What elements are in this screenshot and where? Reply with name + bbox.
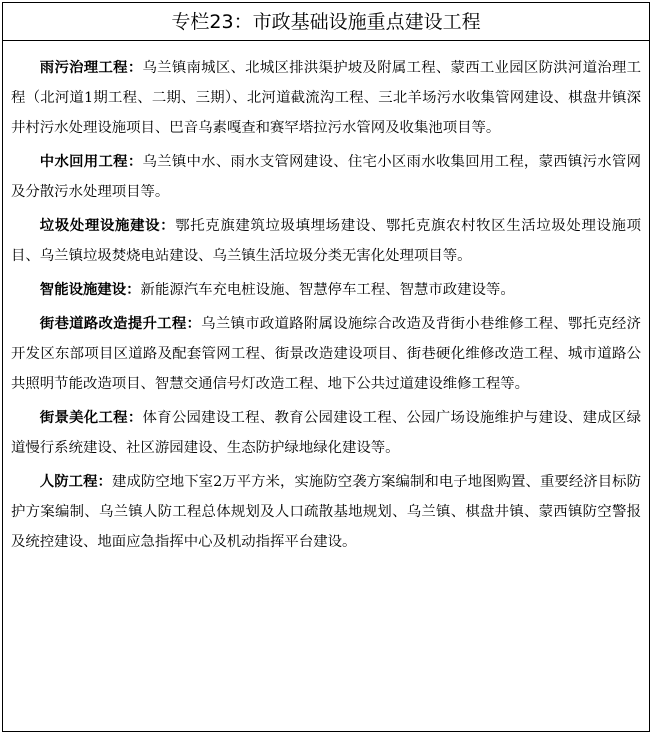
section-label: 中水回用工程： bbox=[39, 153, 143, 170]
section-reclaimed-water bbox=[11, 147, 641, 207]
section-garbage-facilities bbox=[11, 211, 641, 271]
section-text: 新能源汽车充电桩设施、智慧停车工程、智慧市政建设等。 bbox=[140, 282, 515, 298]
section-smart-facilities bbox=[11, 275, 641, 305]
section-label: 街景美化工程： bbox=[39, 409, 143, 426]
section-text: 乌兰镇南城区、北城区排洪渠护坡及附属工程、蒙西工业园区防洪河道治理工程（北河道1期工程、二期、三期）、北河道截流沟工程、三北羊场污水收集管网建设、棋盘井镇深井村污水处理设施项目、巴音乌素嘎查和赛罕塔拉污水管网及收集池项目等。 bbox=[11, 60, 641, 136]
section-label: 垃圾处理设施建设： bbox=[39, 217, 176, 234]
section-street-roads bbox=[11, 309, 641, 399]
box-body bbox=[3, 41, 649, 557]
section-rain-sewage bbox=[11, 53, 641, 143]
section-label: 雨污治理工程： bbox=[39, 59, 143, 76]
section-text: 建成防空地下室2万平方米，实施防空袭方案编制和电子地图购置、重要经济目标防护方案编制、乌兰镇人防工程总体规划及人口疏散基地规划、乌兰镇、棋盘井镇、蒙西镇防空警报及统控建设、地面应急指挥中心及机动指挥平台建设。 bbox=[11, 474, 641, 550]
section-label: 街巷道路改造提升工程： bbox=[39, 315, 202, 332]
section-streetscape bbox=[11, 403, 641, 463]
section-text: 乌兰镇中水、雨水支管网建设、住宅小区雨水收集回用工程，蒙西镇污水管网及分散污水处理项目等。 bbox=[11, 154, 641, 200]
section-text: 鄂托克旗建筑垃圾填埋场建设、鄂托克旗农村牧区生活垃圾处理设施项目、乌兰镇垃圾焚烧电站建设、乌兰镇生活垃圾分类无害化处理项目等。 bbox=[11, 218, 641, 264]
box-title: 专栏23：市政基础设施重点建设工程 bbox=[3, 3, 649, 41]
section-label: 智能设施建设： bbox=[39, 281, 141, 298]
section-text: 乌兰镇市政道路附属设施综合改造及背街小巷维修工程、鄂托克经济开发区东部项目区道路及配套管网工程、街景改造建设项目、街巷硬化维修改造工程、城市道路公共照明节能改造项目、智慧交通信号灯改造工程、地下公共过道建设维修工程等。 bbox=[11, 316, 641, 392]
project-box bbox=[2, 2, 650, 732]
section-civil-defense bbox=[11, 467, 641, 557]
section-label: 人防工程： bbox=[39, 473, 112, 490]
section-text: 体育公园建设工程、教育公园建设工程、公园广场设施维护与建设、建成区绿道慢行系统建设、社区游园建设、生态防护绿地绿化建设等。 bbox=[11, 410, 641, 456]
